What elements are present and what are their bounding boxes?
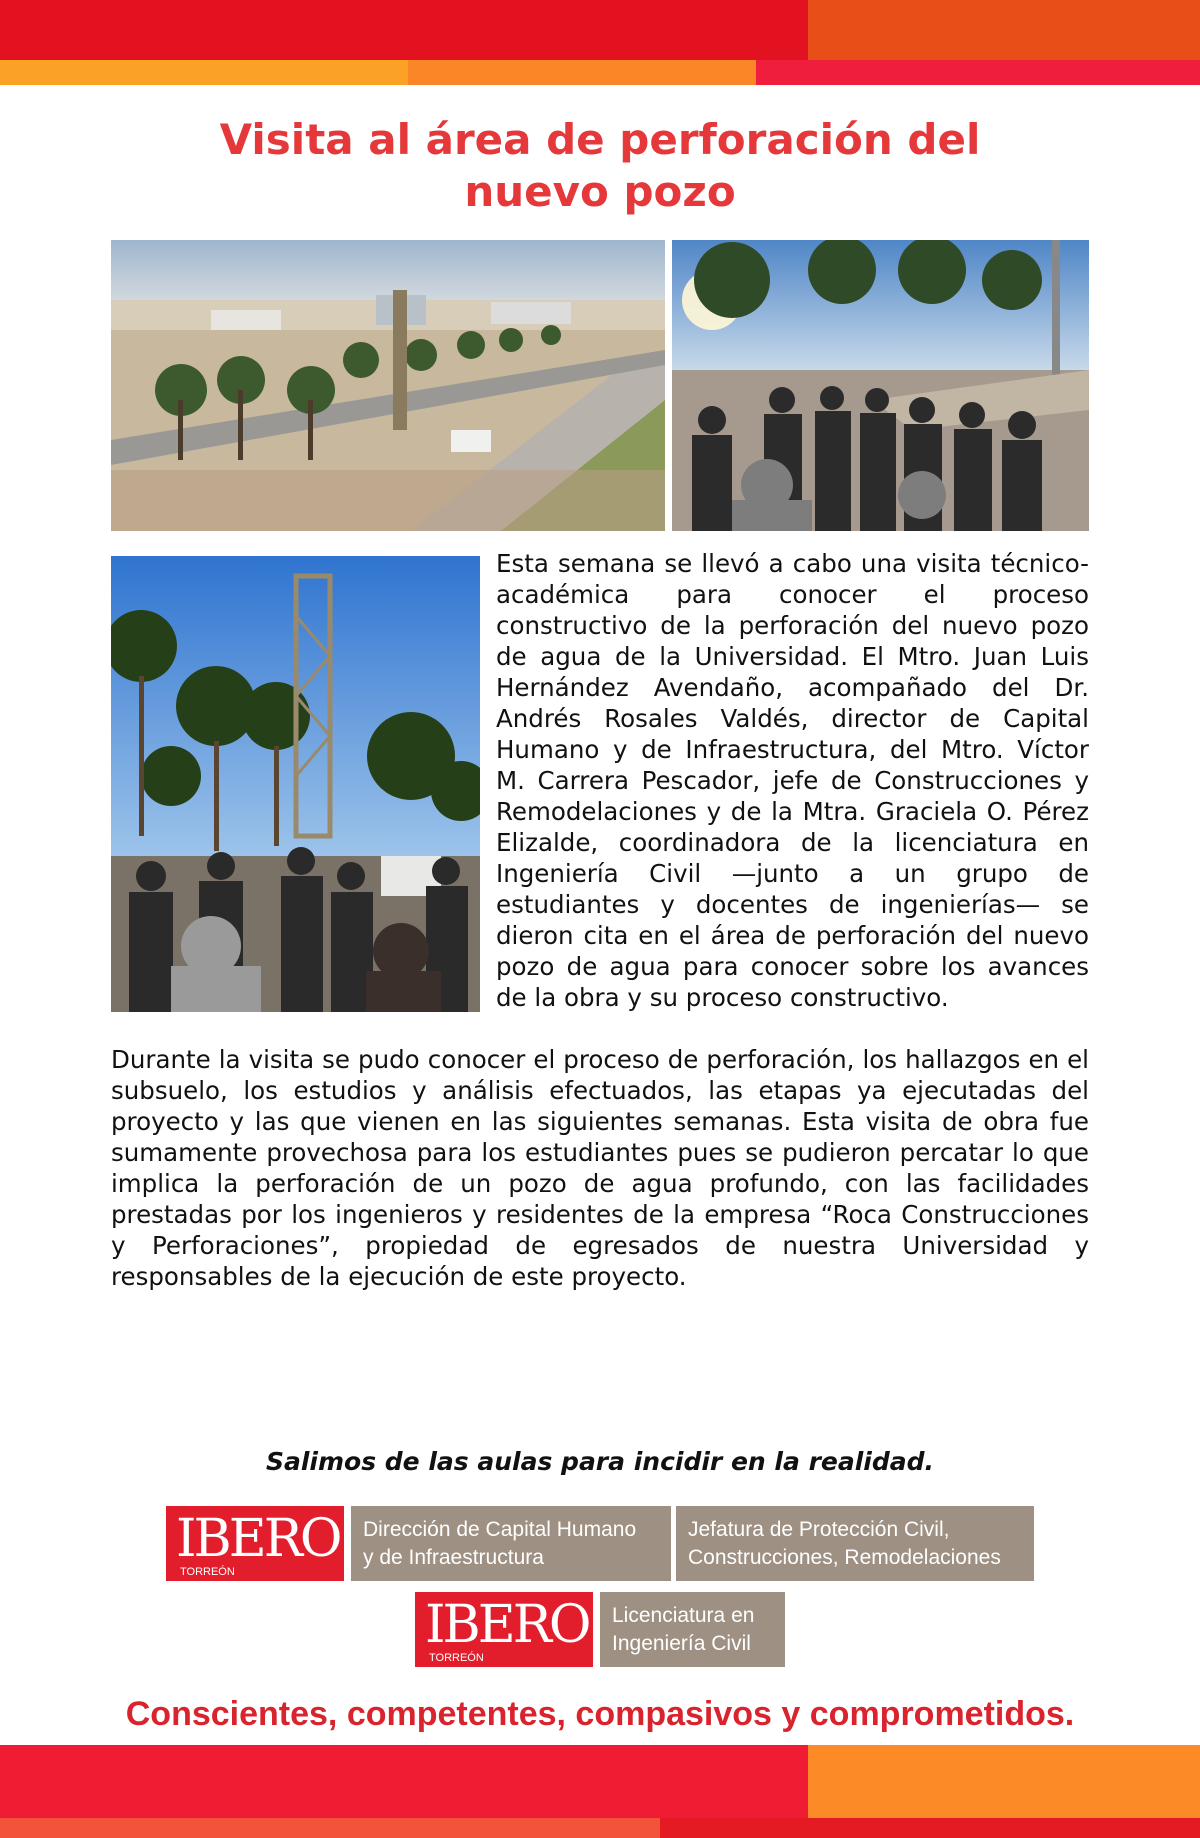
top-band-red	[0, 0, 808, 60]
dept-civil-line-1: Licenciatura en	[612, 1604, 755, 1627]
dept-proteccion-civil	[676, 1506, 1034, 1581]
dept-capital-line-1: Dirección de Capital Humano	[363, 1518, 637, 1541]
article-body	[111, 548, 1089, 1292]
group-photo	[672, 240, 1089, 531]
article-paragraph-2: Durante la visita se pudo conocer el proceso de perforación, los hallazgos en el subsuelo, los estudios y análisis efectuados, las etapas ya ejecutadas del proyecto y las que vienen en las siguientes semanas. Esta visita de obra fue sumamente provechosa para los estudiantes pues se pudieron percatar lo que implica la perforación de un pozo de agua profundo, con las facilidades prestadas por los ingenieros y residentes de la empresa “Roca Construcciones y Perforaciones”, propiedad de egresados de nuestra Universidad y responsables de la ejecución de este proyecto.	[111, 1045, 1089, 1291]
top-stripe-orange	[408, 60, 756, 85]
dept-ingenieria-civil	[600, 1592, 785, 1667]
ibero-wordmark: IBERO	[176, 1509, 340, 1569]
dept-capital-humano	[351, 1506, 671, 1581]
top-band-orange	[808, 0, 1200, 60]
top-stripe-pink	[756, 60, 1200, 85]
dept-proteccion-line-2: Construcciones, Remodelaciones	[688, 1546, 1001, 1569]
article-paragraph-1: Esta semana se llevó a cabo una visita técnico-académica para conocer el proceso constructivo de la perforación del nuevo pozo de agua de la Universidad. El Mtro. Juan Luis Hernández Avendaño, acompañado del Dr. Andrés Rosales Valdés, director de Capital Humano y de Infraestructura, del Mtro. Víctor M. Carrera Pescador, jefe de Construcciones y Remodelaciones y de la Mtra. Graciela O. Pérez Elizalde, coordinadora de la licenciatura en Ingeniería Civil —junto a un grupo de estudiantes y docentes de ingenierías— se dieron cita en el área de perforación del nuevo pozo de agua para conocer sobre los avances de la obra y su proceso constructivo.	[496, 549, 1089, 1012]
campus-label: TORREÓN	[180, 1566, 235, 1578]
ibero-torreon-logo	[166, 1506, 344, 1581]
ibero-wordmark-2: IBERO	[425, 1595, 589, 1655]
motto: Conscientes, competentes, compasivos y comprometidos.	[125, 1695, 1075, 1733]
bottom-stripe-coral	[0, 1818, 660, 1838]
dept-capital-line-2: y de Infraestructura	[363, 1546, 544, 1569]
bottom-band-orange	[808, 1745, 1200, 1818]
page-title	[130, 114, 1070, 218]
aerial-photo	[111, 240, 665, 531]
title-line-1: Visita al área de perforación del	[219, 115, 981, 164]
title-line-2: nuevo pozo	[464, 167, 736, 216]
drilling-rig-photo	[111, 556, 480, 1012]
top-stripe-yellow	[0, 60, 408, 85]
ibero-torreon-logo-2	[415, 1592, 593, 1667]
dept-civil-line-2: Ingeniería Civil	[612, 1632, 751, 1655]
bottom-stripe-red	[660, 1818, 1200, 1838]
campus-label-2: TORREÓN	[429, 1652, 484, 1664]
bottom-band-red	[0, 1745, 808, 1818]
slogan: Salimos de las aulas para incidir en la realidad.	[265, 1447, 935, 1476]
dept-proteccion-line-1: Jefatura de Protección Civil,	[688, 1518, 950, 1541]
